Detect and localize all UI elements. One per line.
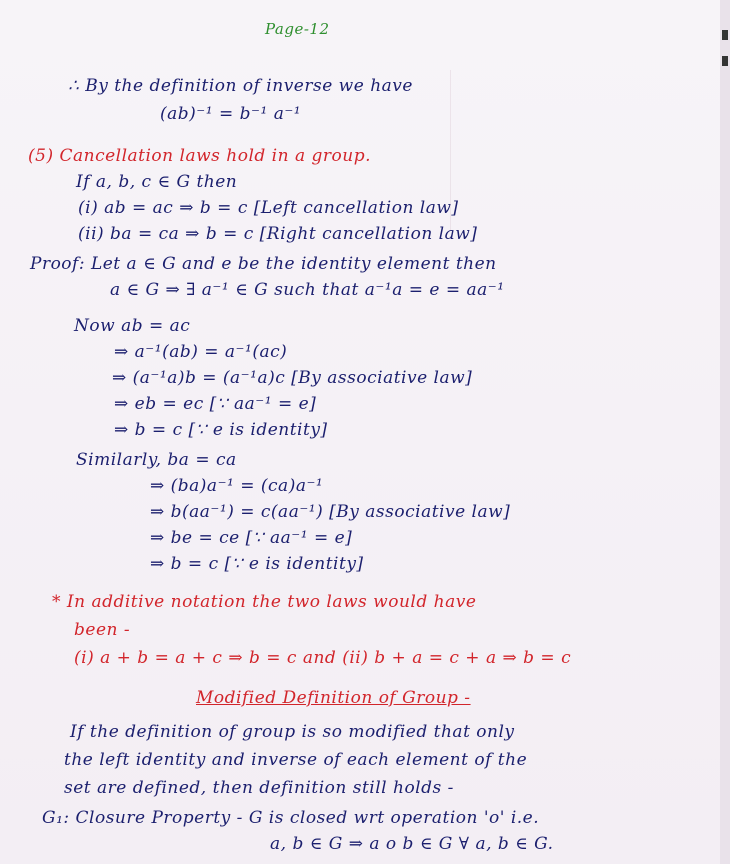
note-line: (i) a + b = a + c ⇒ b = c and (ii) b + a = c + a ⇒ b = c — [74, 648, 572, 668]
text-line: G₁: Closure Property - G is closed wrt operation 'o' i.e. — [42, 808, 540, 828]
text-line: (ab)⁻¹ = b⁻¹ a⁻¹ — [160, 104, 302, 124]
text-line: (i) ab = ac ⇒ b = c [Left cancellation law] — [78, 198, 459, 218]
show-through — [420, 300, 680, 420]
text-line: Now ab = ac — [74, 316, 191, 336]
binding-mark — [722, 56, 728, 66]
page-number: Page-12 — [265, 20, 330, 38]
page-edge — [720, 0, 730, 864]
note-line: been - — [74, 620, 131, 640]
text-line: set are defined, then definition still holds - — [64, 778, 454, 798]
section-heading: (5) Cancellation laws hold in a group. — [28, 146, 371, 166]
text-line: ⇒ b(aa⁻¹) = c(aa⁻¹) [By associative law] — [150, 502, 511, 522]
text-line: If the definition of group is so modified that only — [70, 722, 515, 742]
note-line: * In additive notation the two laws would have — [52, 592, 477, 612]
text-line: ⇒ (a⁻¹a)b = (a⁻¹a)c [By associative law] — [112, 368, 473, 388]
text-line: (ii) ba = ca ⇒ b = c [Right cancellation law] — [78, 224, 478, 244]
text-line: the left identity and inverse of each element of the — [64, 750, 528, 770]
text-line: a ∈ G ⇒ ∃ a⁻¹ ∈ G such that a⁻¹a = e = aa⁻¹ — [110, 280, 505, 300]
text-line: a, b ∈ G ⇒ a o b ∈ G ∀ a, b ∈ G. — [270, 834, 554, 854]
text-line: ⇒ b = c [∵ e is identity] — [114, 420, 328, 440]
text-line: ⇒ (ba)a⁻¹ = (ca)a⁻¹ — [150, 476, 324, 496]
text-line: Similarly, ba = ca — [76, 450, 237, 470]
show-through — [450, 70, 681, 230]
text-line: If a, b, c ∈ G then — [76, 172, 238, 192]
section-heading: Modified Definition of Group - — [196, 688, 471, 708]
text-line: ⇒ be = ce [∵ aa⁻¹ = e] — [150, 528, 353, 548]
text-line: ⇒ b = c [∵ e is identity] — [150, 554, 364, 574]
binding-mark — [722, 30, 728, 40]
proof-line: Proof: Let a ∈ G and e be the identity element then — [30, 254, 497, 274]
text-line: ⇒ a⁻¹(ab) = a⁻¹(ac) — [114, 342, 288, 362]
text-line: ⇒ eb = ec [∵ aa⁻¹ = e] — [114, 394, 317, 414]
text-line: ∴ By the definition of inverse we have — [68, 76, 413, 96]
